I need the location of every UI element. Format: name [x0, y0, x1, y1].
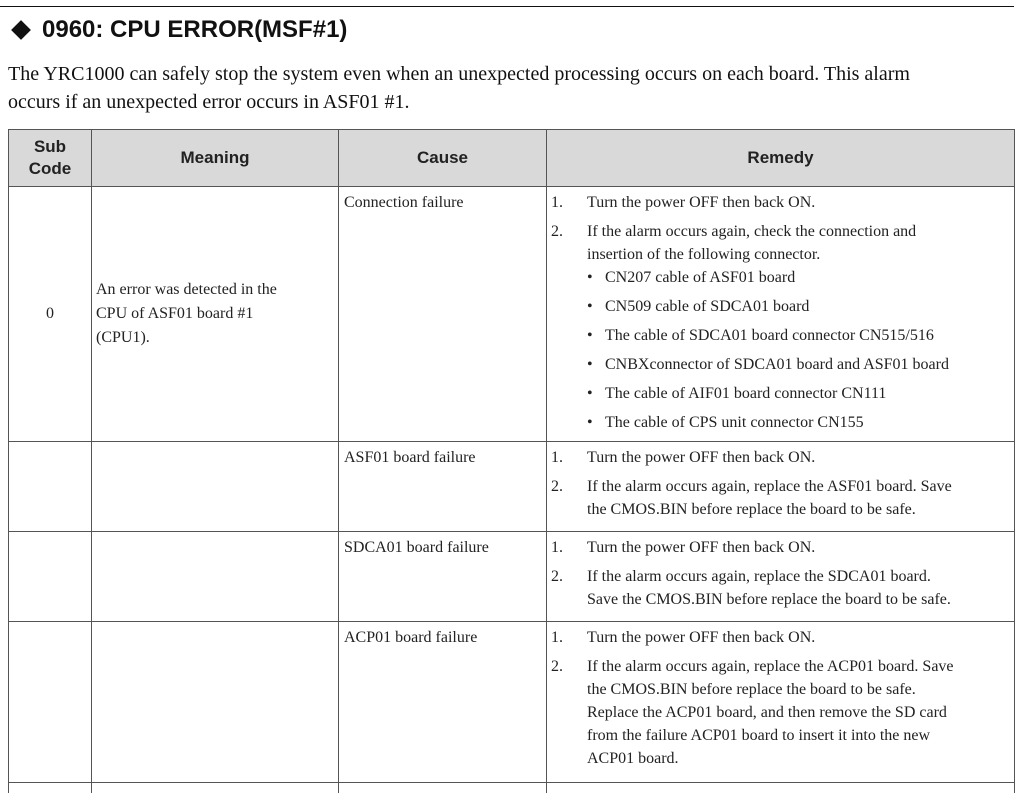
- step-text: Turn the power OFF then back ON.: [587, 191, 1008, 214]
- connector-bullet: [587, 266, 1008, 289]
- step-text-line: If the alarm occurs again, replace the SDCA01 board.: [587, 568, 931, 585]
- intro-line-2: occurs if an unexpected error occurs in ASF01 #1.: [8, 91, 410, 113]
- step-number: 1.: [551, 446, 587, 469]
- step-text-line: Save the CMOS.BIN before replace the board to be safe.: [587, 591, 951, 608]
- remedy-cell: [547, 783, 1015, 793]
- intro-line-1: The YRC1000 can safely stop the system even when an unexpected processing occurs on each board. This alarm: [8, 63, 910, 85]
- cause-cell: ACP01 board failure: [339, 622, 547, 783]
- step-text-line: the CMOS.BIN before replace the board to be safe.: [587, 681, 916, 698]
- step-text: [587, 475, 1008, 521]
- remedy-step: [551, 220, 1008, 434]
- meaning-cell: [92, 783, 339, 793]
- step-number: 2.: [551, 220, 587, 434]
- meaning-cell: [92, 442, 339, 532]
- meaning-cell: [92, 532, 339, 622]
- meaning-line-1: An error was detected in the: [96, 281, 277, 298]
- step-number: 1.: [551, 626, 587, 649]
- bullet-text: CN207 cable of ASF01 board: [605, 266, 795, 289]
- cause-cell: [339, 783, 547, 793]
- table-row: [9, 783, 1015, 793]
- meaning-cell: [92, 187, 339, 442]
- heading-text: 0960: CPU ERROR(MSF#1): [42, 16, 347, 44]
- step-number: 2.: [551, 655, 587, 770]
- cause-cell: Connection failure: [339, 187, 547, 442]
- step-text-line: If the alarm occurs again, replace the ASF01 board. Save: [587, 478, 952, 495]
- connector-bullet: [587, 411, 1008, 434]
- step-number: 2.: [551, 565, 587, 611]
- cause-cell: SDCA01 board failure: [339, 532, 547, 622]
- header-row: [9, 130, 1015, 187]
- remedy-step: [551, 191, 1008, 214]
- connector-bullet: [587, 324, 1008, 347]
- bullet-dot-icon: •: [587, 353, 605, 376]
- header-sub-code: [9, 130, 92, 187]
- bullet-dot-icon: •: [587, 295, 605, 318]
- sub-code-cell: [9, 783, 92, 793]
- section-heading: [8, 14, 347, 46]
- remedy-step: [551, 655, 1008, 770]
- step-text-line: the CMOS.BIN before replace the board to be safe.: [587, 501, 916, 518]
- header-meaning: Meaning: [92, 130, 339, 187]
- bullet-dot-icon: •: [587, 266, 605, 289]
- diamond-bullet-icon: [11, 20, 31, 40]
- header-sub-code-line1: Sub: [34, 137, 66, 156]
- step-text-line: insertion of the following connector.: [587, 246, 820, 263]
- meaning-line-2: CPU of ASF01 board #1: [96, 305, 253, 322]
- bullet-text: CN509 cable of SDCA01 board: [605, 295, 809, 318]
- step-text: Turn the power OFF then back ON.: [587, 626, 1008, 649]
- table-row: [9, 622, 1015, 783]
- step-number: 1.: [551, 536, 587, 559]
- remedy-cell: [547, 442, 1015, 532]
- header-cause: Cause: [339, 130, 547, 187]
- remedy-step: [551, 446, 1008, 469]
- remedy-cell: [547, 622, 1015, 783]
- remedy-cell: [547, 532, 1015, 622]
- cause-cell: ASF01 board failure: [339, 442, 547, 532]
- step-text-line: If the alarm occurs again, replace the ACP01 board. Save: [587, 658, 954, 675]
- table-row: [9, 187, 1015, 442]
- sub-code-cell: [9, 442, 92, 532]
- connector-bullet: [587, 382, 1008, 405]
- remedy-step: [551, 536, 1008, 559]
- connector-bullet: [587, 353, 1008, 376]
- step-text-line: from the failure ACP01 board to insert it into the new: [587, 727, 930, 744]
- sub-code-cell: [9, 532, 92, 622]
- remedy-step: [551, 626, 1008, 649]
- remedy-step: [551, 565, 1008, 611]
- step-text: [587, 655, 1008, 770]
- sub-code-cell: 0: [9, 187, 92, 442]
- meaning-line-3: (CPU1).: [96, 329, 150, 346]
- remedy-step: [551, 475, 1008, 521]
- header-remedy: Remedy: [547, 130, 1015, 187]
- step-text: [587, 220, 1008, 434]
- meaning-cell: [92, 622, 339, 783]
- remedy-cell: [547, 187, 1015, 442]
- top-rule: [0, 6, 1014, 7]
- step-text-line: Replace the ACP01 board, and then remove the SD card: [587, 704, 947, 721]
- step-number: 1.: [551, 191, 587, 214]
- bullet-text: The cable of AIF01 board connector CN111: [605, 382, 886, 405]
- bullet-text: CNBXconnector of SDCA01 board and ASF01 board: [605, 353, 949, 376]
- table-row: [9, 442, 1015, 532]
- header-sub-code-line2: Code: [29, 159, 72, 178]
- bullet-dot-icon: •: [587, 411, 605, 434]
- table-row: [9, 532, 1015, 622]
- intro-paragraph: [8, 60, 1008, 116]
- step-text: [587, 565, 1008, 611]
- bullet-text: The cable of CPS unit connector CN155: [605, 411, 864, 434]
- step-text-line: If the alarm occurs again, check the connection and: [587, 223, 916, 240]
- bullet-dot-icon: •: [587, 382, 605, 405]
- bullet-text: The cable of SDCA01 board connector CN515/516: [605, 324, 934, 347]
- sub-code-cell: [9, 622, 92, 783]
- bullet-dot-icon: •: [587, 324, 605, 347]
- step-number: 2.: [551, 475, 587, 521]
- step-text-line: ACP01 board.: [587, 750, 679, 767]
- alarm-table: [8, 129, 1015, 793]
- step-text: Turn the power OFF then back ON.: [587, 446, 1008, 469]
- connector-bullet: [587, 295, 1008, 318]
- step-text: Turn the power OFF then back ON.: [587, 536, 1008, 559]
